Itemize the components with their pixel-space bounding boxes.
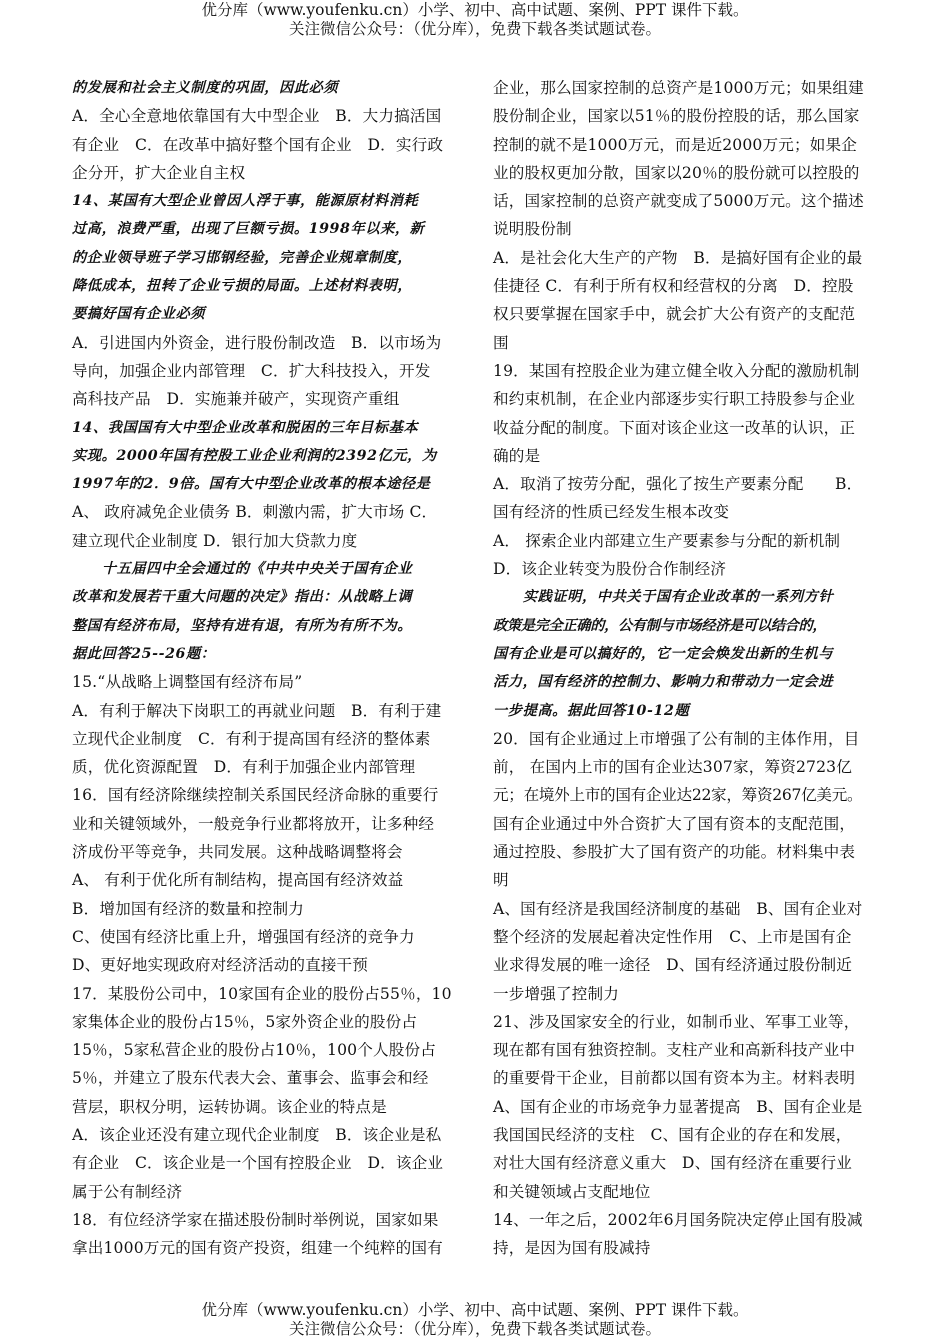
text-line: 国有企业是可以搞好的，它一定会焕发出新的生机与 (493, 645, 834, 662)
text-line: 建立现代企业制度 D．银行加大贷款力度 (72, 531, 358, 550)
text-line: 业求得发展的唯一途径 D、国有经济通过股份制近 (493, 956, 853, 975)
text-line: 对壮大国有经济意义重大 D、国有经济在重要行业 (493, 1154, 853, 1173)
text-line: 降低成本，扭转了企业亏损的局面。上述材料表明， (72, 278, 413, 295)
text-line: 14、一年之后，2002年6月国务院决定停止国有股减 (493, 1210, 863, 1229)
right-column (493, 74, 889, 1262)
text-line: A、国有企业的市场竞争力显著提高 B、国有企业是 (493, 1097, 863, 1116)
text-line: 17．某股份公司中，10家国有企业的股份占55％，10 (72, 984, 452, 1003)
text-line: 家集体企业的股份占15％，5家外资企业的股份占 (72, 1012, 418, 1031)
text-line: 前， 在国内上市的国有企业达307家，筹资2723亿 (493, 758, 852, 777)
text-line: 5％，并建立了股东代表大会、董事会、监事会和经 (72, 1069, 429, 1088)
text-line: 现在都有国有独资控制。支柱产业和高新科技产业中 (493, 1041, 856, 1060)
text-line: 拿出1000万元的国有资产投资，组建一个纯粹的国有 (72, 1239, 443, 1258)
text-line: 一步提高。据此回答10-12题 (493, 702, 690, 719)
text-line: 确的是 (493, 446, 541, 465)
text-line: 20．国有企业通过上市增强了公有制的主体作用，目 (493, 729, 860, 748)
text-line: 佳捷径 C．有利于所有权和经营权的分离 D．控股 (493, 277, 854, 296)
text-line: 实现。2000年国有控股工业企业利润的2392亿元，为 (72, 447, 437, 464)
text-line: 21、涉及国家安全的行业，如制币业、军事工业等， (493, 1012, 860, 1031)
text-line: 持，是因为国有股减持 (493, 1239, 651, 1258)
text-line: A．引进国内外资金，进行股份制改造 B．以市场为 (72, 333, 442, 352)
text-line: 实践证明，中共关于国有企业改革的一系列方针 (522, 589, 834, 606)
text-line: 说明股份制 (493, 220, 572, 239)
text-line: 改革和发展若干重大问题的决定》指出：从战略上调 (72, 589, 413, 606)
text-line: 18．有位经济学家在描述股份制时举例说，国家如果 (72, 1210, 439, 1229)
text-line: 明 (493, 871, 509, 890)
text-line: A．有利于解决下岗职工的再就业问题 B．有利于建 (72, 701, 442, 720)
text-line: 一步增强了控制力 (493, 984, 619, 1003)
text-line: 国有企业通过中外合资扩大了国有资本的支配范围， (493, 814, 856, 833)
text-line: 15％，5家私营企业的股份占10％，100个人股份占 (72, 1041, 436, 1060)
text-line: D．该企业转变为股份合作制经济 (493, 560, 727, 579)
text-line: 和关键领域占支配地位 (493, 1182, 651, 1201)
text-line: 国有经济的性质已经发生根本改变 (493, 503, 730, 522)
text-line: 要搞好国有企业必须 (72, 306, 206, 323)
text-line: 高科技产品 D．实施兼并破产，实现资产重组 (72, 390, 400, 409)
text-line: 围 (493, 333, 509, 352)
text-line: A． 探索企业内部建立生产要素参与分配的新机制 (493, 531, 841, 550)
text-line: 1997年的2．9倍。国有大中型企业改革的根本途径是 (72, 476, 431, 493)
text-line: 股份制企业，国家以51％的股份控股的话，那么国家 (493, 107, 860, 126)
page-header (0, 1, 950, 39)
text-line: 元；在境外上市的国有企业达22家，筹资267亿美元。 (493, 786, 863, 805)
text-line: 的企业领导班子学习邯钢经验，完善企业规章制度， (72, 249, 413, 266)
text-line: A．该企业还没有建立现代企业制度 B．该企业是私 (72, 1125, 442, 1144)
page-footer (0, 1301, 950, 1339)
text-line: 据此回答25--26题： (72, 645, 216, 662)
text-line: 的发展和社会主义制度的巩固，因此必须 (72, 80, 339, 96)
text-line: 质，优化资源配置 D．有利于加强企业内部管理 (72, 758, 416, 777)
text-line: A、 政府减免企业债务 B．刺激内需，扩大市场 C． (72, 503, 438, 522)
header-line-2: 关注微信公众号：（优分库），免费下载各类试题试卷。 (288, 20, 661, 38)
text-line: 控制的就不是1000万元，而是近2000万元；如果企 (493, 135, 857, 154)
text-line: 活力，国有经济的控制力、影响力和带动力一定会进 (493, 674, 834, 691)
text-line: A．全心全意地依靠国有大中型企业 B．大力搞活国 (72, 107, 442, 126)
text-line: D、更好地实现政府对经济活动的直接干预 (72, 956, 369, 975)
text-line: 有企业 C．在改革中搞好整个国有企业 D．实行政 (72, 135, 444, 154)
text-line: 属于公有制经济 (72, 1182, 183, 1201)
text-line: 导向，加强企业内部管理 C．扩大科技投入，开发 (72, 361, 431, 380)
text-line: C、使国有经济比重上升，增强国有经济的竞争力 (72, 927, 415, 946)
text-line: 16．国有经济除继续控制关系国民经济命脉的重要行 (72, 786, 439, 805)
text-line: 14、某国有大型企业曾因人浮于事，能源原材料消耗 (72, 193, 419, 210)
text-line: A．是社会化大生产的产物 B．是搞好国有企业的最 (493, 248, 863, 267)
header-line-1: 优分库（www.youfenku.cn）小学、初中、高中试题、案例、PPT 课件下载。 (201, 1, 749, 19)
text-line: 业和关键领域外，一般竞争行业都将放开，让多种经 (72, 814, 435, 833)
text-line: 营层，职权分明，运转协调。该企业的特点是 (72, 1097, 387, 1116)
text-line: 企业，那么国家控制的总资产是1000万元；如果组建 (493, 79, 864, 97)
text-line: 整个经济的发展起着决定性作用 C、上市是国有企 (493, 927, 852, 946)
text-line: 企分开，扩大企业自主权 (72, 163, 246, 182)
text-line: 十五届四中全会通过的《中共中央关于国有企业 (101, 561, 413, 578)
text-line: 权只要掌握在国家手中，就会扩大公有资产的支配范 (493, 305, 856, 324)
text-line: 15.“从战略上调整国有经济布局” (72, 673, 303, 692)
text-line: 的重要骨干企业，目前都以国有资本为主。材料表明 (493, 1069, 856, 1088)
text-line: 我国国民经济的支柱 C、国有企业的存在和发展， (493, 1125, 852, 1144)
text-line: 14、我国国有大中型企业改革和脱困的三年目标基本 (72, 419, 419, 436)
text-line: A、 有利于优化所有制结构，提高国有经济效益 (72, 871, 404, 890)
text-line: 话，国家控制的总资产就变成了5000万元。这个描述 (493, 192, 864, 211)
text-line: 有企业 C．该企业是一个国有控股企业 D．该企业 (72, 1154, 444, 1173)
left-column (72, 74, 458, 1262)
text-line: 济成份平等竞争，共同发展。这种战略调整将会 (72, 843, 403, 862)
text-line: A．取消了按劳分配，强化了按生产要素分配 B． (493, 475, 863, 494)
text-line: 和约束机制，在企业内部逐步实行职工持股参与企业 (493, 390, 856, 409)
text-line: 19．某国有控股企业为建立健全收入分配的激励机制 (493, 361, 860, 380)
text-line: B．增加国有经济的数量和控制力 (72, 899, 305, 918)
footer-line-1: 优分库（www.youfenku.cn）小学、初中、高中试题、案例、PPT 课件下载。 (201, 1301, 749, 1319)
text-line: 通过控股、参股扩大了国有资产的功能。材料集中表 (493, 843, 856, 862)
text-line: 收益分配的制度。下面对该企业这一改革的认识，正 (493, 418, 856, 437)
text-line: 业的股权更加分散，国家以20％的股份就可以控股的 (493, 163, 860, 182)
text-line: 立现代企业制度 C．有利于提高国有经济的整体素 (72, 729, 431, 748)
text-line: 过高，浪费严重，出现了巨额亏损。1998年以来，新 (72, 221, 425, 238)
footer-line-2: 关注微信公众号：（优分库），免费下载各类试题试卷。 (288, 1320, 661, 1338)
text-line: 整国有经济布局，坚持有进有退，有所为有所不为。 (72, 617, 413, 634)
text-line: 政策是完全正确的，公有制与市场经济是可以结合的， (493, 617, 827, 634)
text-line: A、国有经济是我国经济制度的基础 B、国有企业对 (493, 899, 863, 918)
